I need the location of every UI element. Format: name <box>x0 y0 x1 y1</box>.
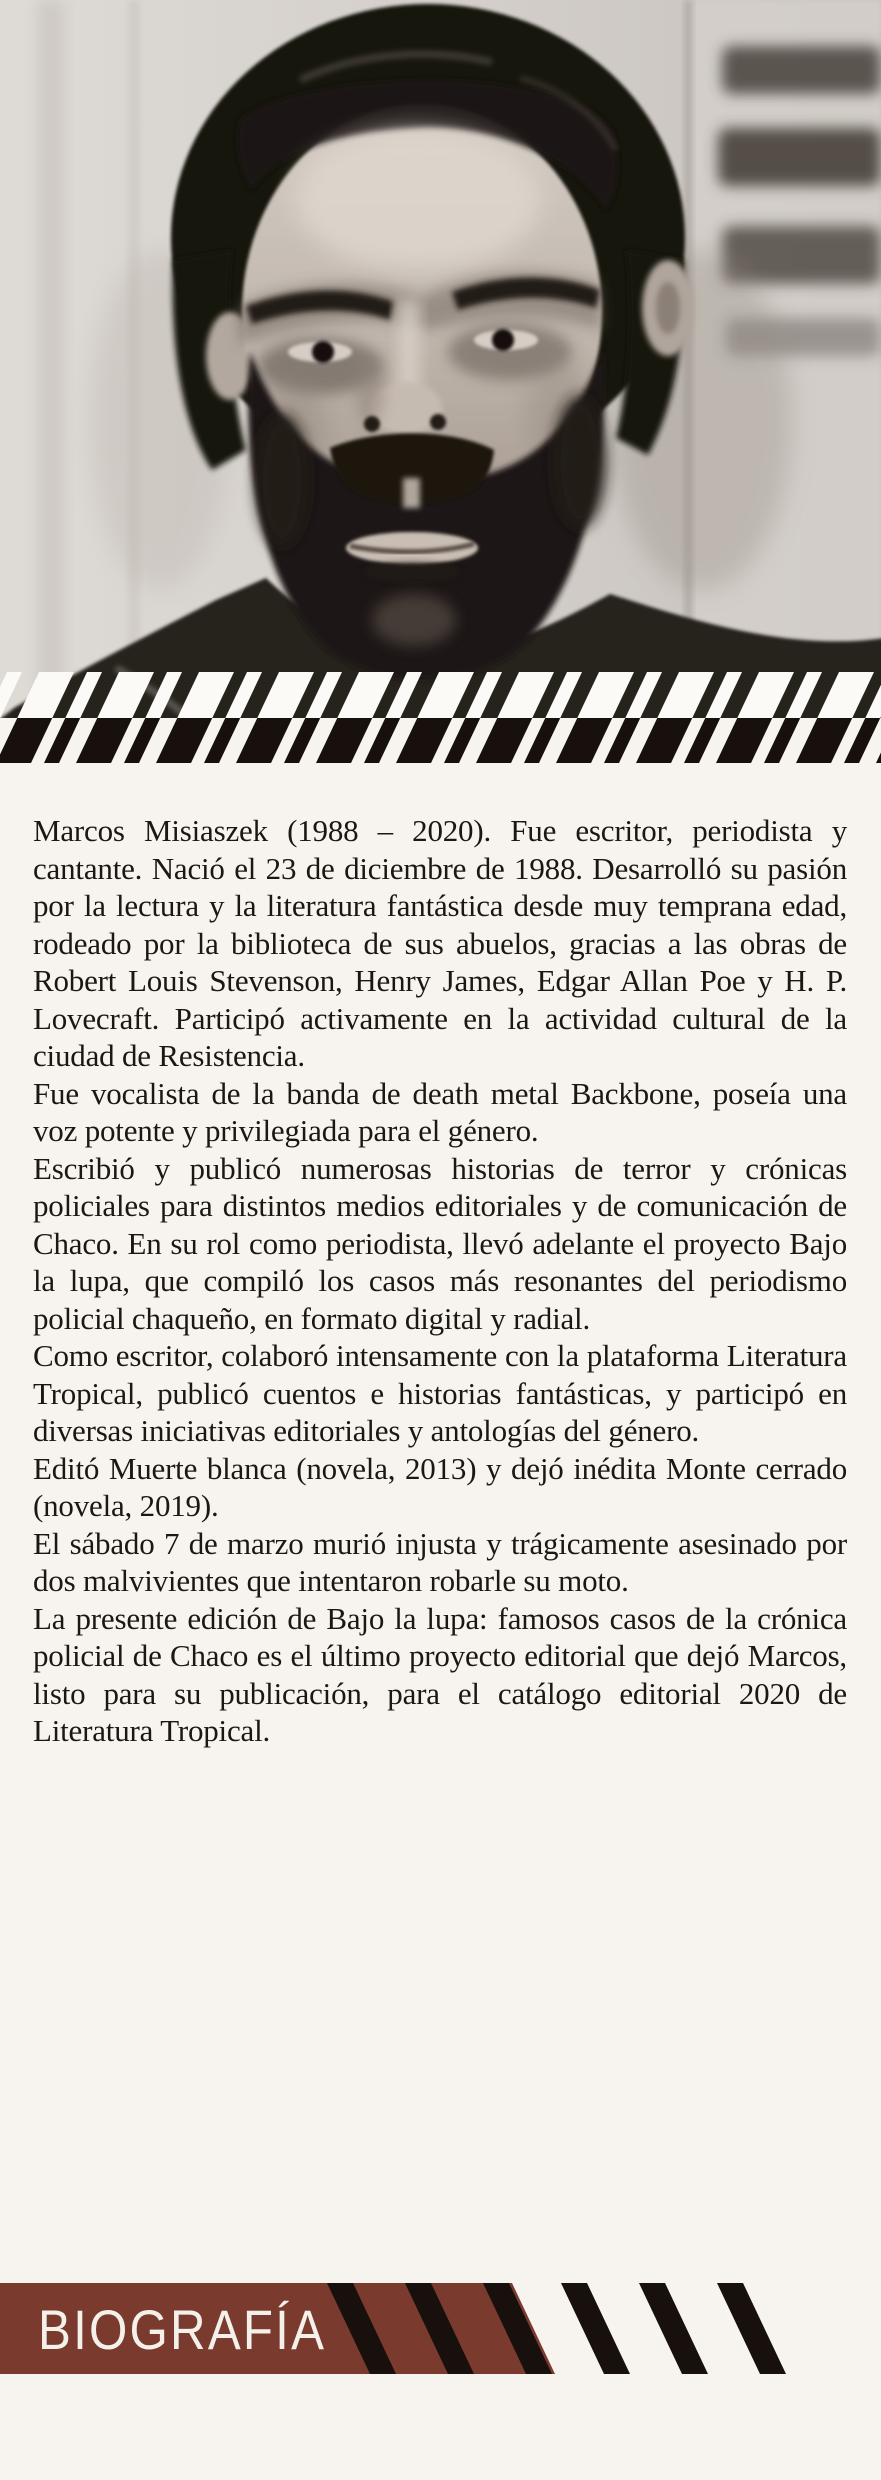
right-iris <box>492 329 514 351</box>
bio-paragraph: Escribió y publicó numerosas historias de terror y crónicas policiales para distintos medios editoriales y de comunicación de Chaco. En su rol como periodista, llevó adelante el proyecto Bajo la lupa, que compiló los casos más resonantes del periodismo policial chaqueño, en formato digital y radial. <box>33 1150 847 1336</box>
forehead-highlight <box>296 130 540 270</box>
bio-paragraph: Marcos Misiaszek (1988 – 2020). Fue escritor, periodista y cantante. Nació el 23 de diciembre de 1988. Desarrolló su pasión por la lectura y la literatura fantástica desde muy temprana edad, rodeado por la biblioteca de sus abuelos, gracias a las obras de Robert Louis Stevenson, Henry James, Edgar Allan Poe y H. P. Lovecraft. Participó activamente en la actividad cultural de la ciudad de Resistencia. <box>33 813 847 1073</box>
bio-paragraph: Fue vocalista de la banda de death metal Backbone, poseía una voz potente y privilegiada para el género. <box>33 1075 847 1148</box>
chin-sheen <box>372 594 456 646</box>
portrait-photo <box>0 0 881 718</box>
portrait-illustration <box>0 0 881 718</box>
biografia-banner <box>0 2283 881 2374</box>
lower-lip-shadow <box>364 562 460 582</box>
left-iris <box>312 341 334 363</box>
bio-paragraph: La presente edición de Bajo la lupa: famosos casos de la crónica policial de Chaco es el último proyecto editorial que dejó Marcos, listo para su publicación, para el catálogo editorial 2020 de Literatura Tropical. <box>33 1600 847 1748</box>
beard-left-blend <box>256 414 308 546</box>
biography-text <box>33 812 847 1750</box>
diagonal-stripes-divider <box>0 672 881 763</box>
left-nostril <box>364 416 380 432</box>
right-ear-shadow <box>656 282 680 334</box>
beard-right-blend <box>554 396 606 528</box>
nose-shadow <box>356 354 384 426</box>
banner-title: BIOGRAFÍA <box>38 2298 327 2361</box>
right-nostril <box>430 414 446 430</box>
wall-streak <box>38 0 64 718</box>
bio-paragraph: Como escritor, colaboró intensamente con la plataforma Literatura Tropical, publicó cuentos e historias fantásticas, y participó en diversas iniciativas editoriales y antologías del género. <box>33 1338 847 1448</box>
philtrum-highlight <box>403 478 420 508</box>
divider-stripes-graphic <box>0 672 881 763</box>
bio-paragraph: El sábado 7 de marzo murió injusta y trágicamente asesinado por dos malvivientes que intentaron robarle su moto. <box>33 1525 847 1598</box>
bio-paragraph: Editó Muerte blanca (novela, 2013) y dejó inédita Monte cerrado (novela, 2019). <box>33 1450 847 1523</box>
